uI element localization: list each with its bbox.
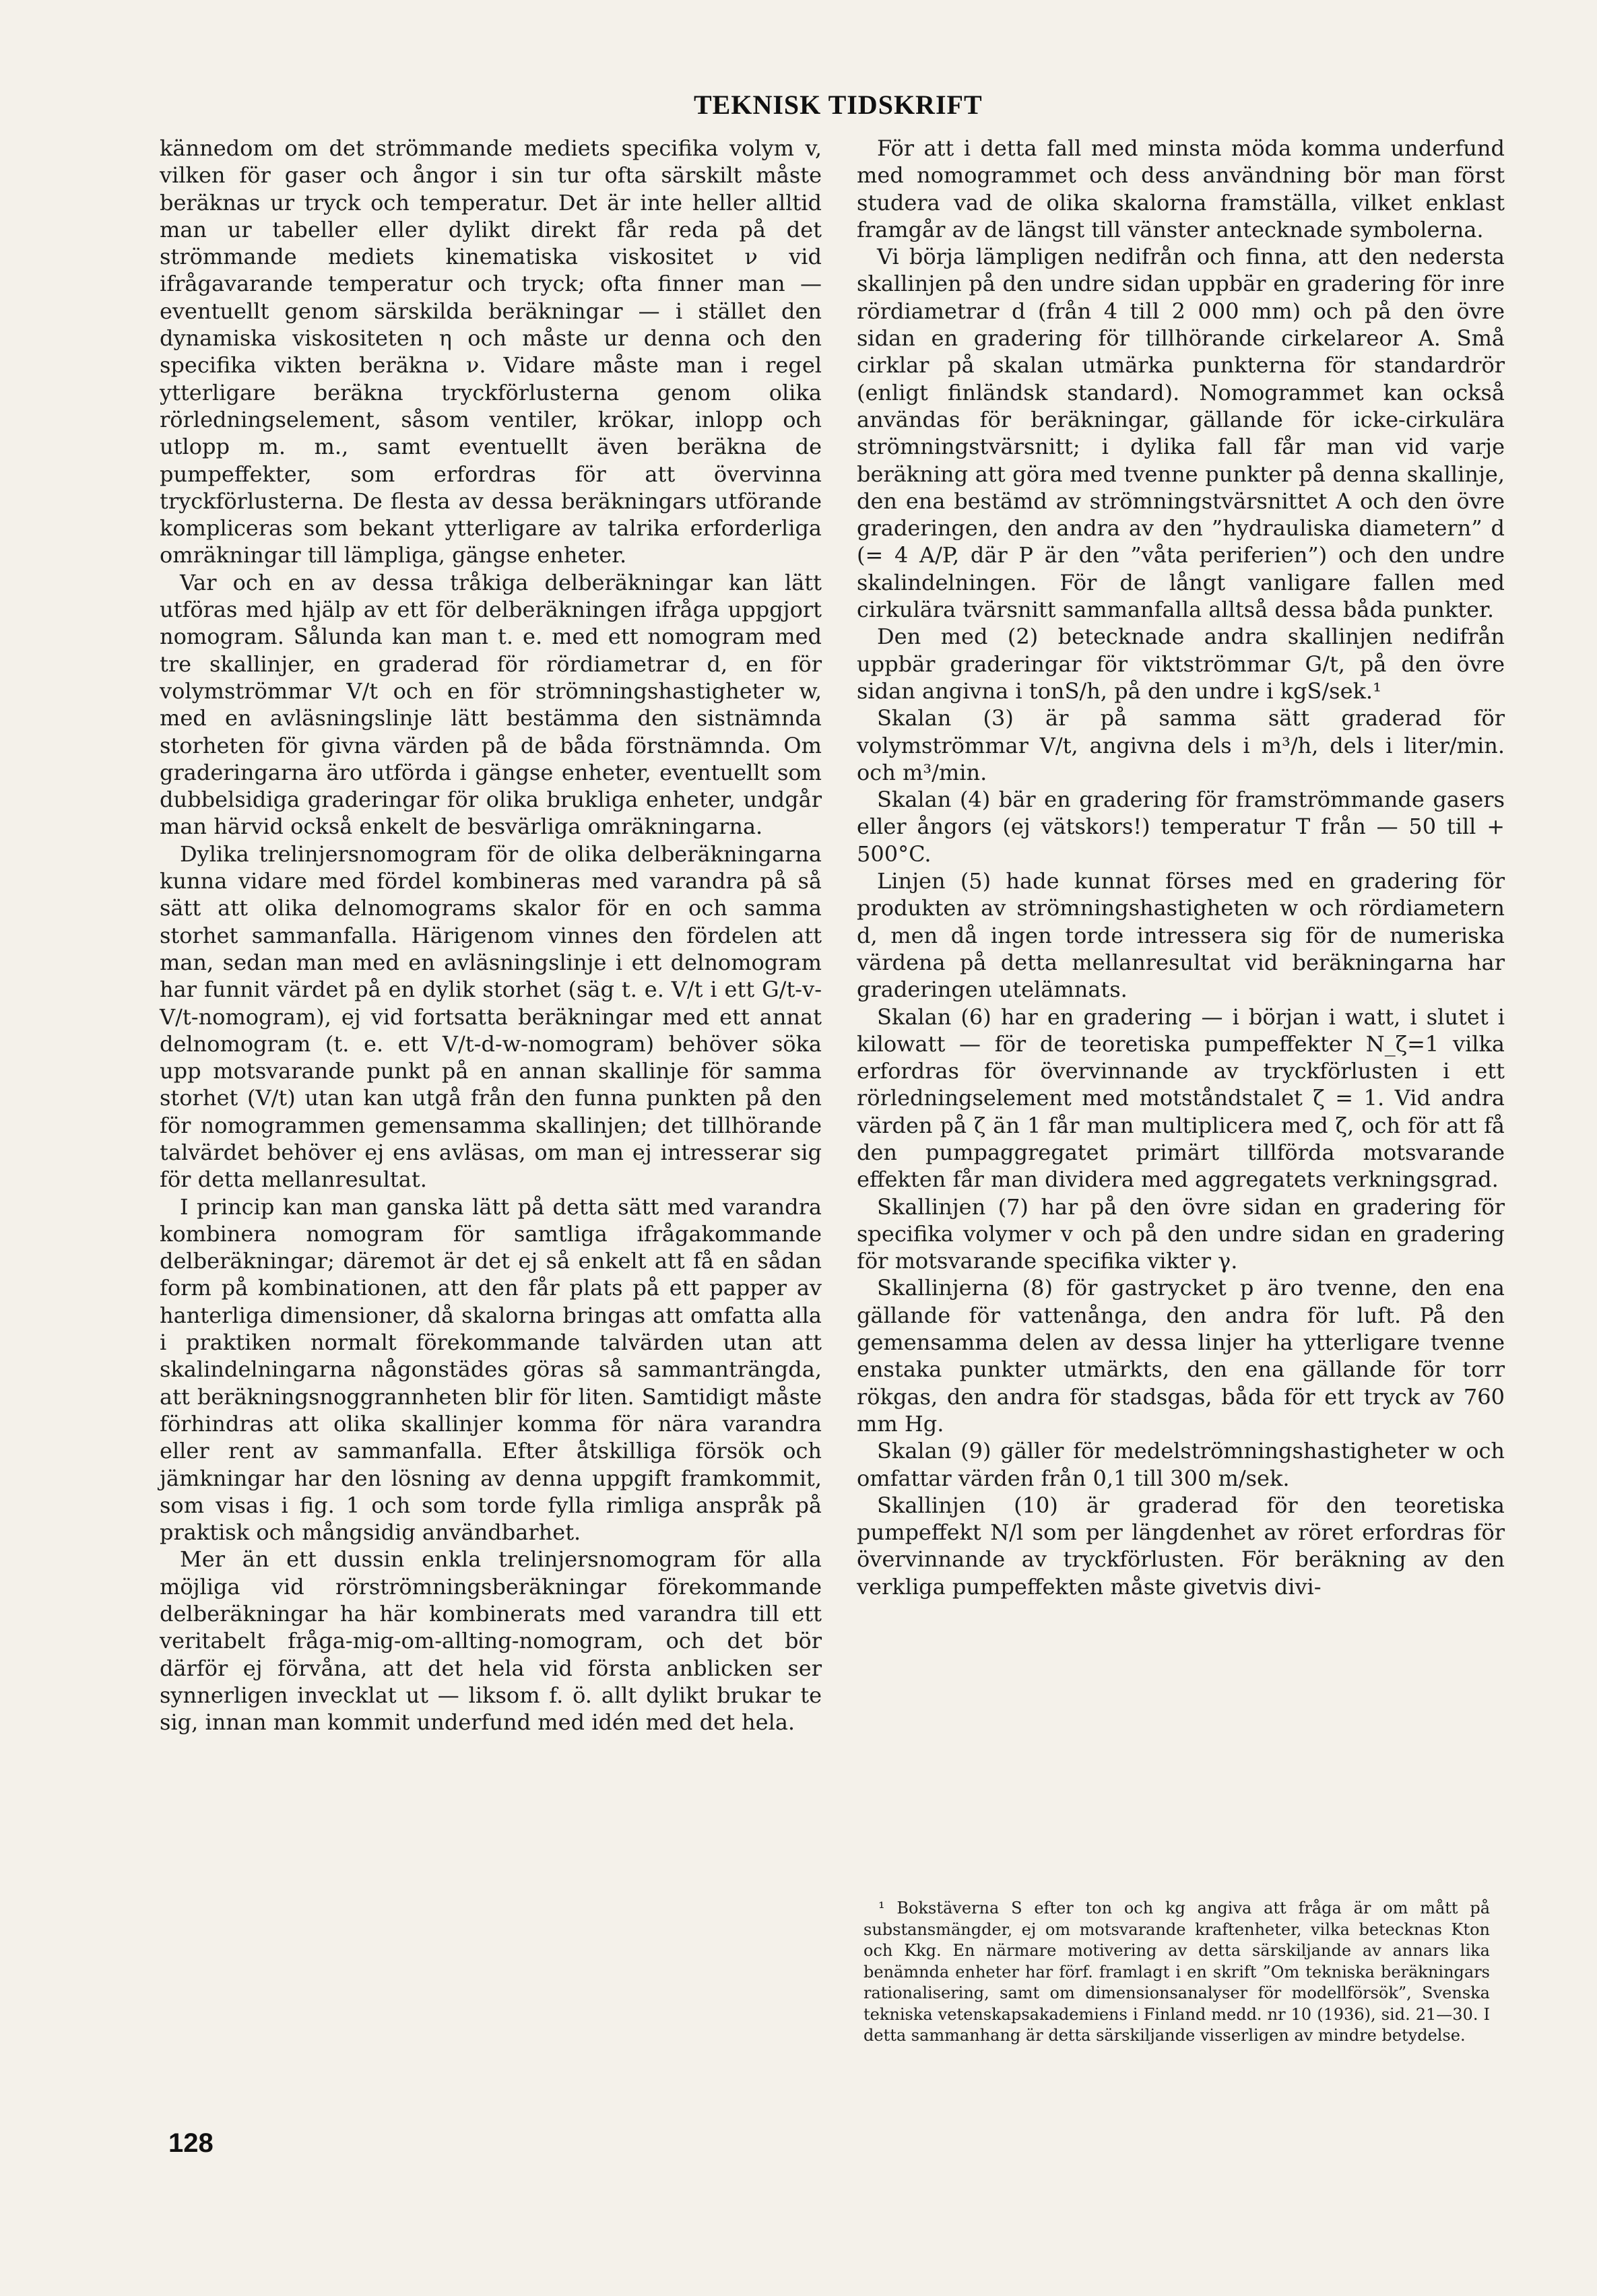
paragraph: Var och en av dessa tråkiga delberäkningar kan lätt utföras med hjälp av ett för delberäkningen ifråga uppgjort nomogram. Sålunda kan man t. e. med ett nomogram med tre skallinjer, en graderad för rördiametrar d, en för volymströmmar V/t och en för strömningshastigheter w, med en avläsningslinje lätt bestämma den sistnämnda storheten för givna värden på de båda förstnämnda. Om graderingarna äro utförda i gängse enheter, eventuellt som dubbelsidiga graderingar för olika brukliga enheter, undgår man härvid också enkelt de besvärliga omräkningarna. xyxy=(160,569,822,840)
paragraph: Mer än ett dussin enkla trelinjersnomogram för alla möjliga vid rörströmningsberäkningar förekommande delberäkningar ha här kombinerats med varandra till ett veritabelt fråga-mig-om-allting-nomogram, och det bör därför ej förvåna, att det hela vid första anblicken ser synnerligen invecklat ut — liksom f. ö. allt dylikt brukar te sig, innan man kommit underfund med idén med det hela. xyxy=(160,1546,822,1736)
paragraph: kännedom om det strömmande mediets specifika volym v, vilken för gaser och ångor i sin tur ofta särskilt måste beräknas ur tryck och temperatur. Det är inte heller alltid man ur tabeller eller dylikt direkt får reda på det strömmande mediets kinematiska viskositet ν vid ifrågavarande temperatur och tryck; ofta finner man — eventuellt genom särskilda beräkningar — i stället den dynamiska viskositeten η och måste ur denna och den specifika vikten beräkna ν. Vidare måste man i regel ytterligare beräkna tryckförlusterna genom olika rörledningselement, såsom ventiler, krökar, inlopp och utlopp m. m., samt eventuellt även beräkna de pumpeffekter, som erfordras för att övervinna tryckförlusterna. De flesta av dessa beräkningars utförande kompliceras som bekant ytterligare av talrika erforderliga omräkningar till lämpliga, gängse enheter. xyxy=(160,135,822,568)
paragraph: Den med (2) betecknade andra skallinjen nedifrån uppbär graderingar för viktströmmar G/t, på den övre sidan angivna i tonS/h, på den undre i kgS/sek.¹ xyxy=(857,624,1505,704)
paragraph: Skalan (6) har en gradering — i början i watt, i slutet i kilowatt — för de teoretiska pumpeffekter N_ζ=1 vilka erfordras för övervinnande av tryckförlusten i ett rörledningselement med motståndstalet ζ = 1. Vid andra värden på ζ än 1 får man multiplicera med ζ, och för att få den pumpaggregatet primärt tillförda motsvarande effekten får man dividera med aggregatets verkningsgrad. xyxy=(857,1004,1505,1193)
paragraph: Vi börja lämpligen nedifrån och finna, att den nedersta skallinjen på den undre sidan uppbär en gradering för inre rördiametrar d (från 4 till 2 000 mm) och på den övre sidan en gradering för tillhörande cirkelareor A. Små cirklar på skalan utmärka punkterna för standardrör (enligt finländsk standard). Nomogrammet kan också användas för beräkningar, gällande för icke-cirkulära strömningstvärsnitt; i dylika fall får man vid varje beräkning att göra med tvenne punkter på denna skallinje, den ena bestämd av strömningstvärsnittet A och den övre graderingen, den andra av den ”hydrauliska diametern” d (= 4 A/P, där P är den ”våta periferien”) och den undre skalindelningen. För de långt vanligare fallen med cirkulära tvärsnitt sammanfalla alltså dessa båda punkter. xyxy=(857,244,1505,623)
left-column xyxy=(160,135,822,1736)
paragraph: I princip kan man ganska lätt på detta sätt med varandra kombinera nomogram för samtliga ifrågakommande delberäkningar; däremot är det ej så enkelt att få en sådan form på kombinationen, att den får plats på ett papper av hanterliga dimensioner, då skalorna bringas att omfatta alla i praktiken normalt förekommande talvärden utan att skalindelningarna någonstädes göras så sammanträngda, att beräkningsnoggrannheten blir för liten. Samtidigt måste förhindras att olika skallinjer komma för nära varandra eller rent av sammanfalla. Efter åtskilliga försök och jämkningar har den lösning av denna uppgift framkommit, som visas i fig. 1 och som torde fylla rimliga anspråk på praktisk och mångsidig användbarhet. xyxy=(160,1193,822,1546)
paragraph: För att i detta fall med minsta möda komma underfund med nomogrammet och dess användning bör man först studera vad de olika skalorna framställa, vilket enklast framgår av de längst till vänster antecknade symbolerna. xyxy=(857,135,1505,242)
paragraph: Skallinjen (10) är graderad för den teoretiska pumpeffekt N/l som per längdenhet av röret erfordras för övervinnande av tryckförlusten. För beräkning av den verkliga pumpeffekten måste givetvis divi- xyxy=(857,1492,1505,1600)
page-number: 128 xyxy=(168,2128,214,2158)
journal-header: TEKNISK TIDSKRIFT xyxy=(694,90,983,120)
right-column xyxy=(857,135,1505,1600)
paragraph: Skallinjerna (8) för gastrycket p äro tvenne, den ena gällande för vattenånga, den andra för luft. På den gemensamma delen av dessa linjer ha ytterligare tvenne enstaka punkter utmärkts, den ena gällande för torr rökgas, den andra för stadsgas, båda för ett tryck av 760 mm Hg. xyxy=(857,1275,1505,1437)
footnotes xyxy=(863,1898,1490,2047)
paragraph: Dylika trelinjersnomogram för de olika delberäkningarna kunna vidare med fördel kombineras med varandra på så sätt att olika delnomograms skalor för en och samma storhet sammanfalla. Härigenom vinnes den fördelen att man, sedan man med en avläsningslinje i ett delnomogram har funnit värdet på en dylik storhet (säg t. e. V/t i ett G/t-v-V/t-nomogram), ej vid fortsatta beräkningar med ett annat delnomogram (t. e. ett V/t-d-w-nomogram) behöver söka upp motsvarande punkt på en annan skallinje för samma storhet (V/t) utan kan utgå från den funna punkten på den för nomogrammen gemensamma skallinjen; det tillhörande talvärdet behöver ej ens avläsas, om man ej intresserar sig för detta mellanresultat. xyxy=(160,841,822,1193)
paragraph: Linjen (5) hade kunnat förses med en gradering för produkten av strömningshastigheten w och rördiametern d, men då ingen torde intressera sig för de numeriska värdena på detta mellanresultat vid beräkningarna har graderingen utelämnats. xyxy=(857,868,1505,1003)
paragraph: Skallinjen (7) har på den övre sidan en gradering för specifika volymer v och på den undre sidan en gradering för motsvarande specifika vikter γ. xyxy=(857,1193,1505,1274)
paragraph: Skalan (9) gäller för medelströmningshastigheter w och omfattar värden från 0,1 till 300 m/sek. xyxy=(857,1438,1505,1491)
paragraph: Skalan (3) är på samma sätt graderad för volymströmmar V/t, angivna dels i m³/h, dels i liter/min. och m³/min. xyxy=(857,705,1505,785)
footnote: ¹ Bokstäverna S efter ton och kg angiva att fråga är om mått på substansmängder, ej om motsvarande kraftenheter, vilka betecknas Kton och Kkg. En närmare motivering av detta särskiljande av annars lika benämnda enheter har förf. framlagt i en skrift ”Om tekniska beräkningars rationalisering, samt om dimensionsanalyser för modellförsök”, Svenska tekniska vetenskapsakademiens i Finland medd. nr 10 (1936), sid. 21—30. I detta sammanhang är detta särskiljande visserligen av mindre betydelse. xyxy=(863,1899,1490,2045)
paragraph: Skalan (4) bär en gradering för framströmmande gasers eller ångors (ej vätskors!) temperatur T från — 50 till + 500°C. xyxy=(857,787,1505,867)
